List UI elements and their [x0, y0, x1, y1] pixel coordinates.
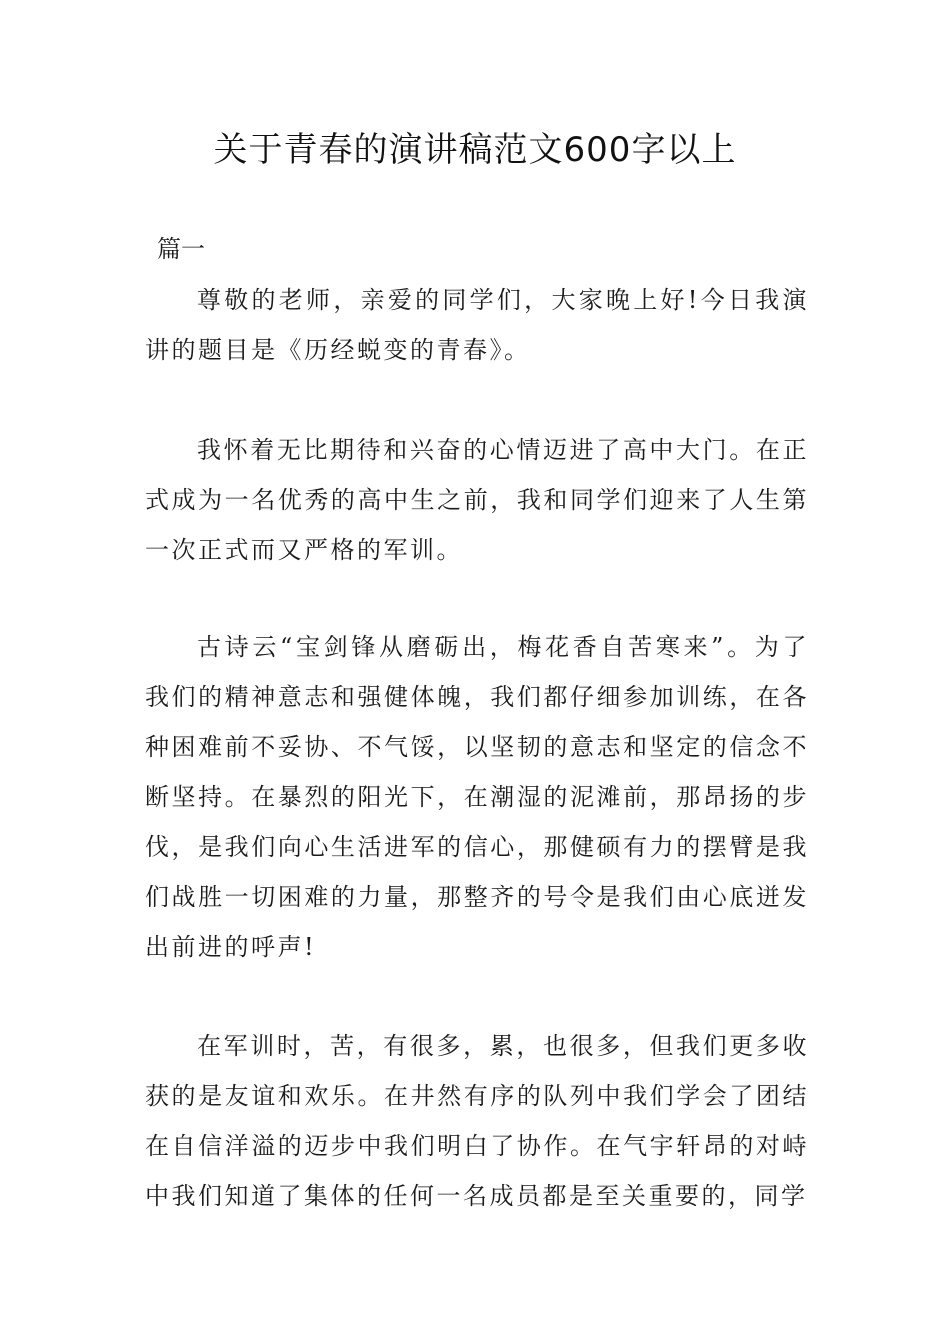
- paragraph-4: 在军训时，苦，有很多，累，也很多，但我们更多收获的是友谊和欢乐。在井然有序的队列中我们学会了团结在自信洋溢的迈步中我们明白了协作。在气宇轩昂的对峙中我们知道了集体的任何一名成员都是至关重要的，同学: [145, 1032, 809, 1210]
- paragraph-2: 我怀着无比期待和兴奋的心情迈进了高中大门。在正式成为一名优秀的高中生之前，我和同学们迎来了人生第一次正式而又严格的军训。: [145, 436, 809, 564]
- section-label: 篇一: [157, 235, 205, 263]
- document-title: 关于青春的演讲稿范文600字以上: [213, 130, 737, 170]
- paragraph-3: 古诗云“宝剑锋从磨砺出，梅花香自苦寒来”。为了我们的精神意志和强健体魄，我们都仔细参加训练，在各种困难前不妥协、不气馁，以坚韧的意志和坚定的信念不断坚持。在暴烈的阳光下，在潮湿的泥滩前，那昂扬的步伐，是我们向心生活进军的信心，那健硕有力的摆臂是我们战胜一切困难的力量，那整齐的号令是我们由心底迸发出前进的呼声!: [145, 633, 809, 961]
- paragraph-1: 尊敬的老师，亲爱的同学们，大家晚上好!今日我演讲的题目是《历经蜕变的青春》。: [145, 286, 809, 364]
